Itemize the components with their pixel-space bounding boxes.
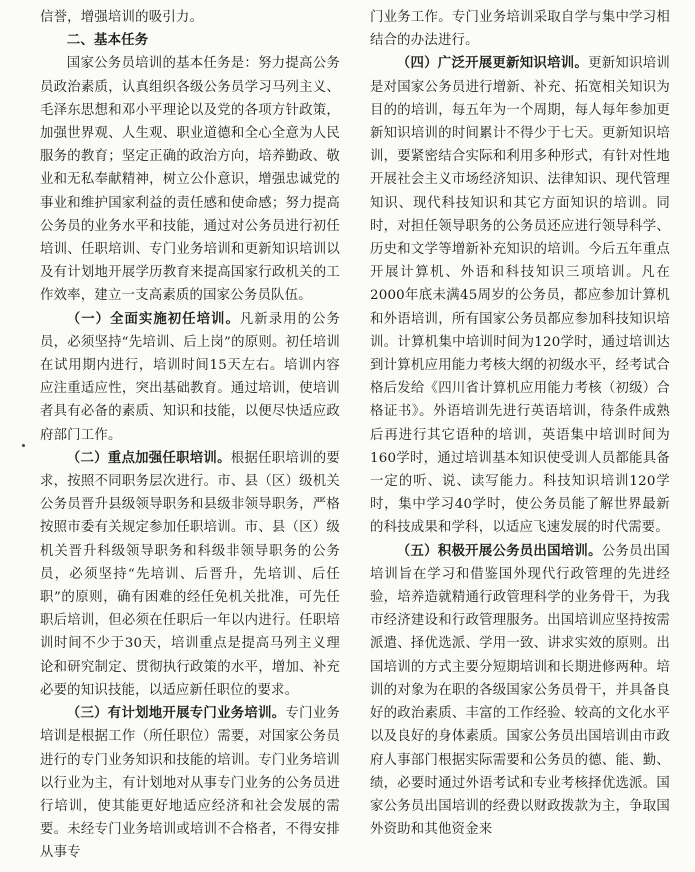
subsection-4-body: 更新知识培训是对国家公务员进行增新、补充、拓宽相关知识为目的的培训，每五年为一个周期，每人每年参加更新知识培训的时间累计不得少于七天。更新知识培训，要紧密结合实际和利用多种形式，有针对性地开展社会主义市场经济知识、法律知识、现代管理知识、现代科技知识和其它方面知识的培训。同时，对担任领导职务的公务员还应进行领导科学、历史和文学等增新补充知识的培训。今后五年重点开展计算机、外语和科技知识三项培训。凡在2000年底未满45周岁的公务员，都应参加计算机和外语培训，所有国家公务员都应参加科技知识培训。计算机集中培训时间为120学时，通过培训达到计算机应用能力考核大纲的初级水平，经考试合格后发给《四川省计算机应用能力考核（初级）合格证书》。外语培训先进行英语培训，待条件成熟后再进行其它语种的培训，英语集中培训时间为160学时，通过培训基本知识使受训人员都能具备一定的听、说、读写能力。科技知识培训120学时，集中学习40学时，使公务员能了解世界最新的科技成果和学科，以适应飞速发展的时代需要。 <box>370 56 670 536</box>
right-paragraph-2 <box>370 540 670 842</box>
subsection-2-body: 根据任职培训的要求，按照不同职务层次进行。市、县（区）级机关公务员晋升县级领导职务和县级非领导职务，严格按照市委有关规定参加任职培训。市、县（区）级机关晋升科级领导职务和科级非领导职务的公务员，必须坚持“先培训、后晋升，先培训、后任职”的原则，确有困难的经任免机关批准，可先任职后培训，但必须在任职后一年以内进行。任职培训时间不少于30天，培训重点是提高马列主义理论和研究制定、贯彻执行政策的水平，增加、补充必要的知识技能，以适应新任职位的要求。 <box>40 450 340 698</box>
left-paragraph-1: 国家公务员培训的基本任务是：努力提高公务员政治素质，认真组织各级公务员学习马列主义、毛泽东思想和邓小平理论以及党的各项方针政策，加强世界观、人生观、职业道德和全心全意为人民服务的教育；坚定正确的政治方向，培养勤政、敬业和无私奉献精神，树立公仆意识，增强忠诚党的事业和维护国家利益的责任感和使命感；努力提高公务员的业务水平和技能，通过对公务员进行初任培训、任职培训、专门业务培训和更新知识培训以及有计划地开展学历教育来提高国家行政机关的工作效率，建立一支高素质的国家公务员队伍。 <box>40 56 340 304</box>
left-paragraph-4 <box>40 702 340 864</box>
right-column <box>370 6 670 841</box>
right-paragraph-1 <box>370 52 670 539</box>
right-paragraph-0: 门业务工作。专门业务培训采取自学与集中学习相结合的办法进行。 <box>370 10 670 49</box>
subsection-2-title: （二）重点加强任职培训。 <box>66 449 231 466</box>
left-paragraph-3 <box>40 447 340 702</box>
subsection-5-body: 公务员出国培训旨在学习和借鉴国外现代行政管理的先进经验，培养造就精通行政管理科学的业务骨干，为我市经济建设和行政管理服务。出国培训应坚持按需派遣、择优选派、学用一致、讲求实效的原则。出国培训的方式主要分短期培训和长期进修两种。培训的对象为在职的各级国家公务员骨干，并具备良好的政治素质、丰富的工作经验、较高的文化水平以及良好的身体素质。国家公务员出国培训由市政府人事部门根据实际需要和公务员的德、能、勤、绩，必要时通过外语考试和专业考核择优选派。国家公务员出国培训的经费以财政拨款为主，争取国外资助和其他资金来 <box>370 543 671 838</box>
subsection-3-title: （三）有计划地开展专门业务培训。 <box>66 705 286 722</box>
subsection-1-body: 凡新录用的公务员，必须坚持“先培训、后上岗”的原则。初任培训在试用期内进行，培训时间15天左右。培训内容应注重适应性，突出基础教育。通过培训，使培训者具有必备的素质、知识和技能，以便尽快适应政府部门工作。 <box>40 311 340 443</box>
subsection-5-title: （五）积极开展公务员出国培训。 <box>396 542 602 559</box>
left-paragraph-2 <box>40 308 340 447</box>
subsection-3-body: 专门业务培训是根据工作（所任职位）需要，对国家公务员进行的专门业务知识和技能的培训。专门业务培训以行业为主，有计划地对从事专门业务的公务员进行培训，使其能更好地适应经济和社会发展的需要。未经专门业务培训或培训不合格者，不得安排从事专 <box>40 706 340 861</box>
subsection-1-title: （一）全面实施初任培训。 <box>66 310 240 327</box>
section-heading: 二、基本任务 <box>66 32 149 49</box>
left-paragraph-0: 信誉，增强培训的吸引力。 <box>40 10 204 25</box>
left-column <box>40 6 340 865</box>
subsection-4-title: （四）广泛开展更新知识培训。 <box>396 55 589 72</box>
scan-speck <box>22 444 25 447</box>
